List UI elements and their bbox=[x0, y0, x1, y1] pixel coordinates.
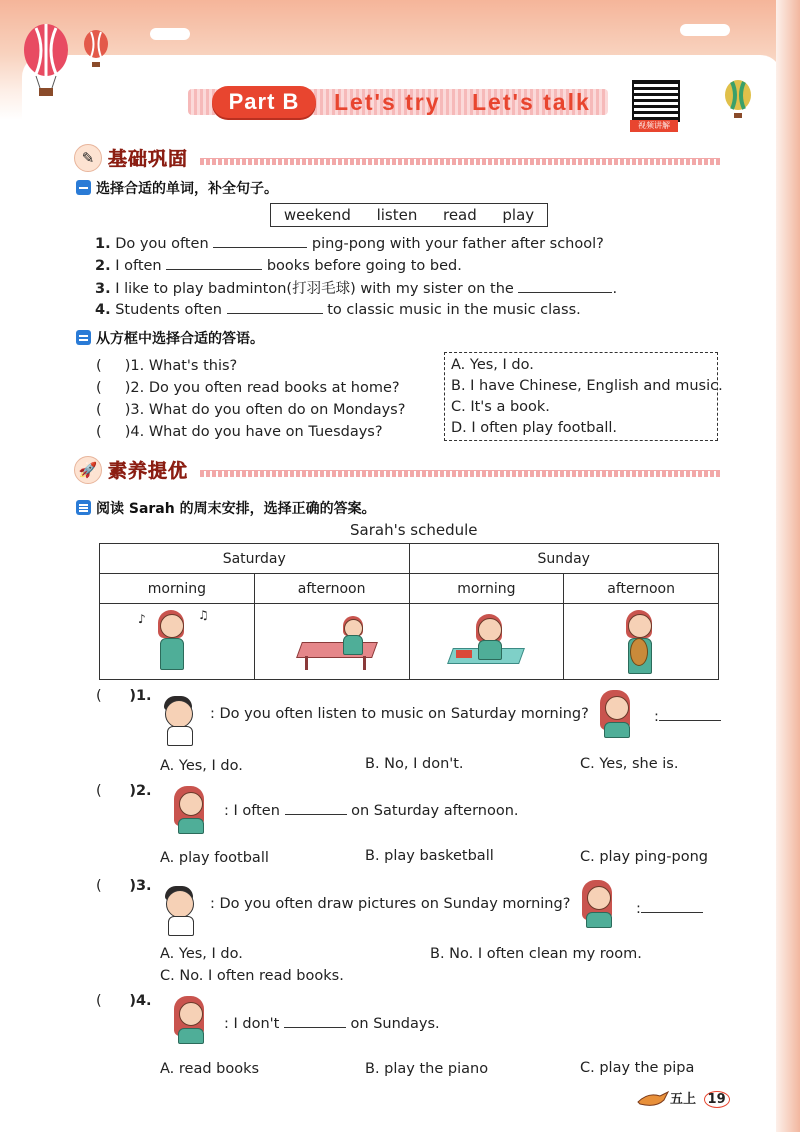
q2-instruction: 从方框中选择合适的答语。 bbox=[96, 331, 264, 347]
activity-play-pipa-image bbox=[564, 604, 719, 680]
answer-blank[interactable] bbox=[166, 255, 262, 270]
cloud-icon bbox=[150, 28, 190, 40]
q1-item-4: 4. Students often to classic music in the music class. bbox=[95, 299, 581, 318]
question-number-three-icon bbox=[76, 500, 91, 515]
q3-1-prompt: : Do you often listen to music on Saturday morning? bbox=[210, 706, 589, 722]
word-bank-item: listen bbox=[376, 206, 418, 224]
answer-blank[interactable] bbox=[285, 800, 347, 815]
time-header: afternoon bbox=[564, 574, 719, 604]
answer-blank[interactable] bbox=[641, 898, 703, 913]
rocket-icon: 🚀 bbox=[74, 456, 102, 484]
schedule-title: Sarah's schedule bbox=[350, 521, 478, 539]
schedule-table bbox=[99, 543, 719, 680]
answer-options-box bbox=[444, 352, 723, 441]
q3-1-answer: : bbox=[654, 706, 721, 725]
notebook-icon: ✎ bbox=[74, 144, 102, 172]
q2-item-1: ( )1. What's this? bbox=[96, 358, 238, 374]
cloud-icon bbox=[680, 24, 730, 36]
q3-3-option-b[interactable]: B. No. I often clean my room. bbox=[430, 946, 642, 962]
activity-listen-music-image bbox=[100, 604, 255, 680]
title-lets-try: Let's try bbox=[334, 88, 441, 115]
page-edge bbox=[776, 0, 800, 1132]
time-header: morning bbox=[409, 574, 564, 604]
answer-blank[interactable] bbox=[518, 278, 612, 293]
hot-air-balloon-icon bbox=[22, 22, 82, 102]
title-lets-talk: Let's talk bbox=[472, 88, 591, 115]
q3-4-option-b[interactable]: B. play the piano bbox=[365, 1061, 489, 1077]
time-header: afternoon bbox=[254, 574, 409, 604]
q3-4-bracket: ( )4. bbox=[96, 993, 152, 1009]
page-number: 19 bbox=[704, 1091, 730, 1108]
option-c: C. It's a book. bbox=[451, 399, 550, 415]
section1-title: 基础巩固 bbox=[108, 148, 189, 170]
q2-item-2: ( )2. Do you often read books at home? bbox=[96, 380, 400, 396]
word-bank bbox=[270, 203, 548, 227]
qr-caption: 视频讲解 bbox=[630, 120, 678, 132]
q3-4-prompt: : I don't on Sundays. bbox=[224, 1013, 440, 1032]
hot-air-balloon-icon bbox=[722, 80, 754, 122]
answer-blank[interactable] bbox=[659, 706, 721, 721]
q3-2-bracket: ( )2. bbox=[96, 783, 152, 799]
q3-4-option-a[interactable]: A. read books bbox=[160, 1061, 260, 1077]
day-header: Sunday bbox=[409, 544, 719, 574]
q3-2-option-c[interactable]: C. play ping-pong bbox=[580, 849, 708, 865]
q3-3-answer: : bbox=[636, 898, 703, 917]
time-header: morning bbox=[100, 574, 255, 604]
hot-air-balloon-icon bbox=[82, 30, 112, 72]
activity-ping-pong-image bbox=[254, 604, 409, 680]
q1-instruction: 选择合适的单词，补全句子。 bbox=[96, 181, 278, 197]
q3-4-option-c[interactable]: C. play the pipa bbox=[580, 1060, 695, 1076]
activity-read-books-image bbox=[409, 604, 564, 680]
q3-1-option-b[interactable]: B. No, I don't. bbox=[365, 756, 464, 772]
q1-item-3: 3. I like to play badminton(打羽毛球) with my sister on the . bbox=[95, 277, 617, 298]
music-note-icon: ♪ bbox=[138, 612, 146, 626]
section2-title: 素养提优 bbox=[108, 460, 189, 482]
q3-3-option-c[interactable]: C. No. I often read books. bbox=[160, 968, 344, 984]
q1-item-1: 1. Do you often ping-pong with your father after school? bbox=[95, 233, 604, 252]
grade-label: 五上 bbox=[670, 1092, 697, 1107]
answer-blank[interactable] bbox=[227, 299, 323, 314]
section-divider bbox=[200, 470, 720, 477]
section-divider bbox=[200, 158, 720, 165]
music-note-icon: ♫ bbox=[198, 608, 209, 622]
q1-item-2: 2. I often books before going to bed. bbox=[95, 255, 462, 274]
q2-item-3: ( )3. What do you often do on Mondays? bbox=[96, 402, 406, 418]
question-number-one-icon bbox=[76, 180, 91, 195]
part-label: Part B bbox=[212, 86, 316, 118]
word-bank-item: weekend bbox=[283, 206, 351, 224]
q3-2-prompt: : I often on Saturday afternoon. bbox=[224, 800, 519, 819]
day-header: Saturday bbox=[100, 544, 410, 574]
q3-1-option-c[interactable]: C. Yes, she is. bbox=[580, 756, 679, 772]
q3-1-option-a[interactable]: A. Yes, I do. bbox=[160, 758, 243, 774]
q3-2-option-a[interactable]: A. play football bbox=[160, 850, 269, 866]
word-bank-item: play bbox=[502, 206, 535, 224]
word-bank-item: read bbox=[442, 206, 477, 224]
q3-3-bracket: ( )3. bbox=[96, 878, 152, 894]
answer-blank[interactable] bbox=[284, 1013, 346, 1028]
answer-blank[interactable] bbox=[213, 233, 307, 248]
question-number-two-icon bbox=[76, 330, 91, 345]
page-footer bbox=[670, 1088, 730, 1108]
option-b: B. I have Chinese, English and music. bbox=[451, 378, 723, 394]
option-d: D. I often play football. bbox=[451, 420, 617, 436]
qr-code-icon[interactable] bbox=[632, 80, 680, 122]
option-a: A. Yes, I do. bbox=[451, 357, 534, 373]
bird-icon bbox=[636, 1088, 670, 1108]
q2-item-4: ( )4. What do you have on Tuesdays? bbox=[96, 424, 383, 440]
q3-1-bracket: ( )1. bbox=[96, 688, 152, 704]
q3-instruction: 阅读 Sarah 的周末安排，选择正确的答案。 bbox=[96, 501, 376, 517]
q3-3-prompt: : Do you often draw pictures on Sunday morning? bbox=[210, 896, 571, 912]
q3-2-option-b[interactable]: B. play basketball bbox=[365, 848, 494, 864]
q3-3-option-a[interactable]: A. Yes, I do. bbox=[160, 946, 243, 962]
